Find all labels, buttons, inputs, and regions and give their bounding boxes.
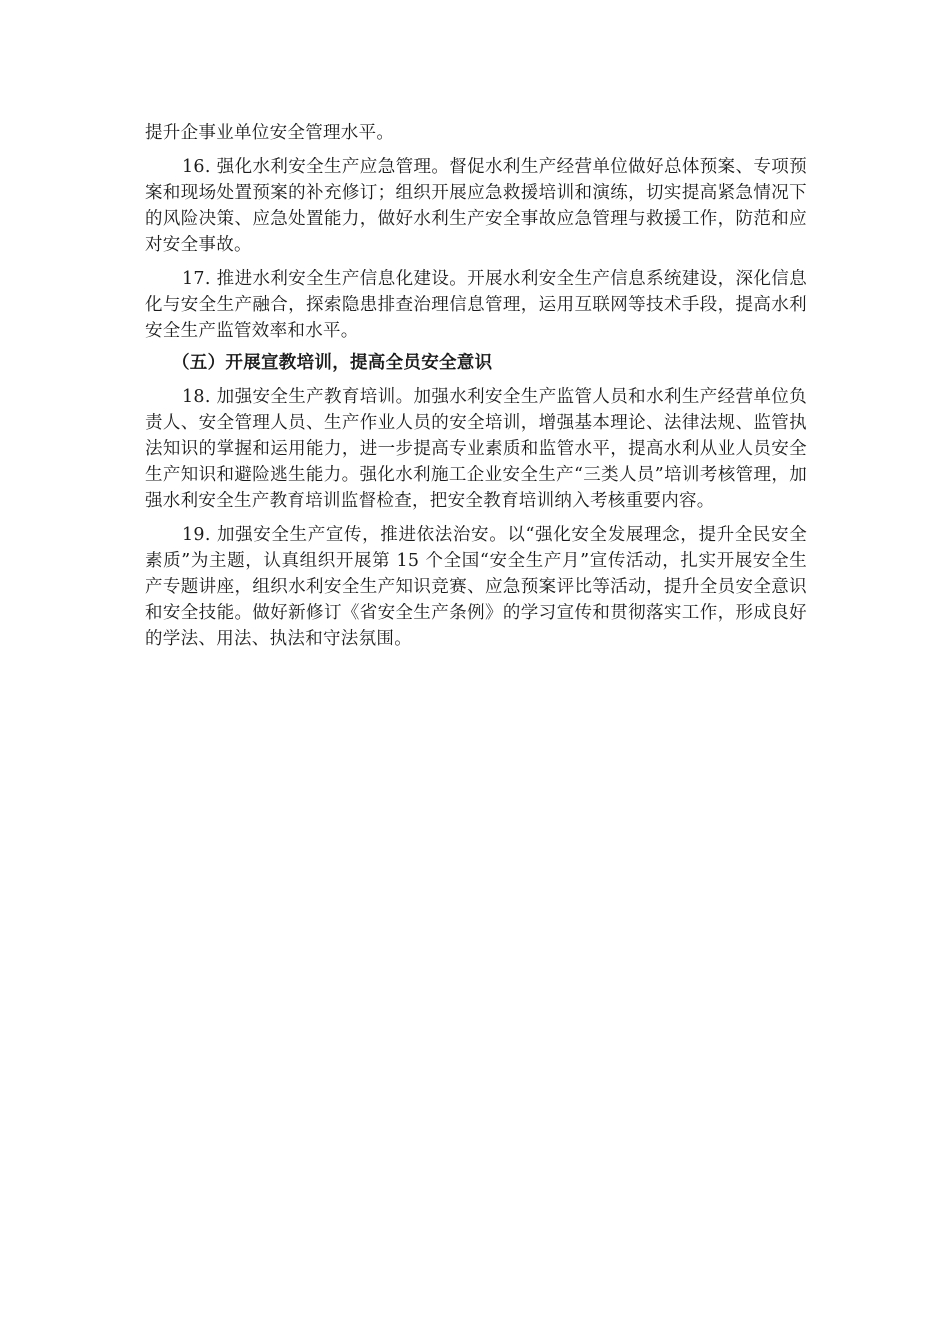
continuation-paragraph: 提升企事业单位安全管理水平。 xyxy=(145,123,395,143)
item-18-paragraph: 18. 加强安全生产教育培训。加强水利安全生产监管人员和水利生产经营单位负责人、安全管理人员、生产作业人员的安全培训，增强基本理论、法律法规、监管执法知识的掌握和运用能力，进一步提高专业素质和监管水平，提高水利从业人员安全生产知识和避险逃生能力。强化水利施工企业安全生产“三类人员”培训考核管理，加强水利安全生产教育培训监督检查，把安全教育培训纳入考核重要内容。 xyxy=(145,387,807,511)
item-17-paragraph: 17. 推进水利安全生产信息化建设。开展水利安全生产信息系统建设，深化信息化与安全生产融合，探索隐患排查治理信息管理，运用互联网等技术手段，提高水利安全生产监管效率和水平。 xyxy=(145,269,807,341)
item-16-paragraph: 16. 强化水利安全生产应急管理。督促水利生产经营单位做好总体预案、专项预案和现场处置预案的补充修订；组织开展应急救援培训和演练，切实提高紧急情况下的风险决策、应急处置能力，做好水利生产安全事故应急管理与救援工作，防范和应对安全事故。 xyxy=(145,157,807,255)
section-5-heading: （五）开展宣教培训，提高全员安全意识 xyxy=(172,353,493,373)
document-page xyxy=(145,120,807,652)
item-19-paragraph: 19. 加强安全生产宣传，推进依法治安。以“强化安全发展理念，提升全民安全素质”为主题，认真组织开展第 15 个全国“安全生产月”宣传活动，扎实开展安全生产专题讲座，组织水利安全生产知识竞赛、应急预案评比等活动，提升全员安全意识和安全技能。做好新修订《省安全生产条例》的学习宣传和贯彻落实工作，形成良好的学法、用法、执法和守法氛围。 xyxy=(145,525,807,649)
